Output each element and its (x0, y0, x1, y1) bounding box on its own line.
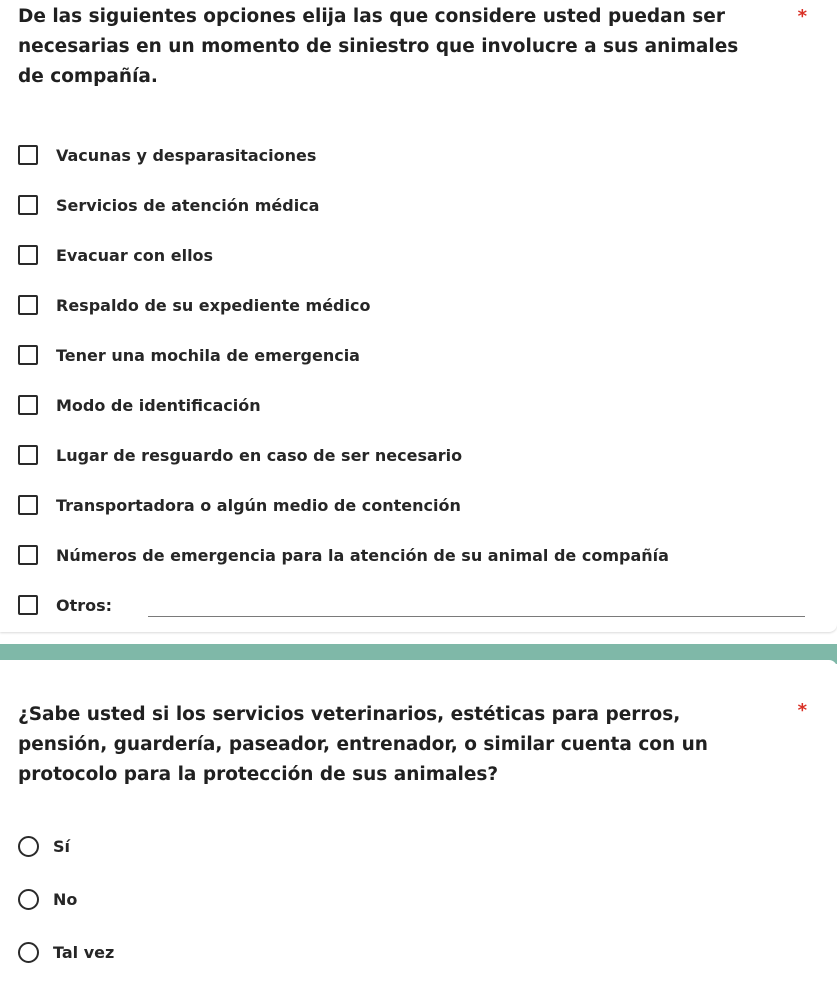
option-servicios-atencion-medica[interactable] (18, 180, 837, 230)
question-card-2 (0, 660, 837, 991)
checkbox[interactable] (18, 345, 38, 365)
option-transportadora[interactable] (18, 480, 837, 530)
option-label: Transportadora o algún medio de contención (56, 495, 461, 515)
option-label: Modo de identificación (56, 395, 261, 415)
option-label: Números de emergencia para la atención de su animal de compañía (56, 545, 669, 565)
option-label: Evacuar con ellos (56, 245, 214, 265)
option-label: Respaldo de su expediente médico (56, 295, 371, 315)
checkbox[interactable] (18, 495, 38, 515)
option-label: Otros: (56, 595, 113, 615)
option-numeros-emergencia[interactable] (18, 530, 837, 580)
option-label: Sí (53, 837, 71, 856)
radio-button[interactable] (18, 836, 39, 857)
checkbox[interactable] (18, 395, 38, 415)
radio-group (18, 820, 837, 979)
other-text-input[interactable] (148, 616, 805, 617)
checkbox[interactable] (18, 595, 38, 615)
option-lugar-resguardo[interactable] (18, 430, 837, 480)
option-otros[interactable] (18, 580, 837, 630)
option-mochila-emergencia[interactable] (18, 330, 837, 380)
option-label: Tener una mochila de emergencia (56, 345, 360, 365)
required-asterisk: * (797, 700, 807, 721)
radio-button[interactable] (18, 889, 39, 910)
option-label: No (53, 890, 78, 909)
checkbox[interactable] (18, 245, 38, 265)
question-2-title: ¿Sabe usted si los servicios veterinarios, estéticas para perros, pensión, guardería, paseador, entrenador, o similar cuenta con un protocolo para la protección de sus animales? (18, 704, 708, 785)
option-si[interactable] (18, 820, 837, 873)
option-label: Servicios de atención médica (56, 195, 320, 215)
radio-button[interactable] (18, 942, 39, 963)
question-1-title: De las siguientes opciones elija las que considere usted puedan ser necesarias en un momento de siniestro que involucre a sus animales de compañía. (18, 6, 739, 87)
required-asterisk: * (797, 6, 807, 27)
checkbox[interactable] (18, 195, 38, 215)
option-tal-vez[interactable] (18, 926, 837, 979)
checkbox[interactable] (18, 145, 38, 165)
checkbox[interactable] (18, 295, 38, 315)
option-label: Tal vez (53, 943, 115, 962)
option-vacunas[interactable] (18, 130, 837, 180)
option-evacuar[interactable] (18, 230, 837, 280)
checkbox[interactable] (18, 545, 38, 565)
option-label: Lugar de resguardo en caso de ser necesario (56, 445, 463, 465)
option-modo-identificacion[interactable] (18, 380, 837, 430)
option-no[interactable] (18, 873, 837, 926)
checkbox[interactable] (18, 445, 38, 465)
option-respaldo-expediente[interactable] (18, 280, 837, 330)
checkbox-group (18, 130, 837, 630)
option-label: Vacunas y desparasitaciones (56, 145, 317, 165)
